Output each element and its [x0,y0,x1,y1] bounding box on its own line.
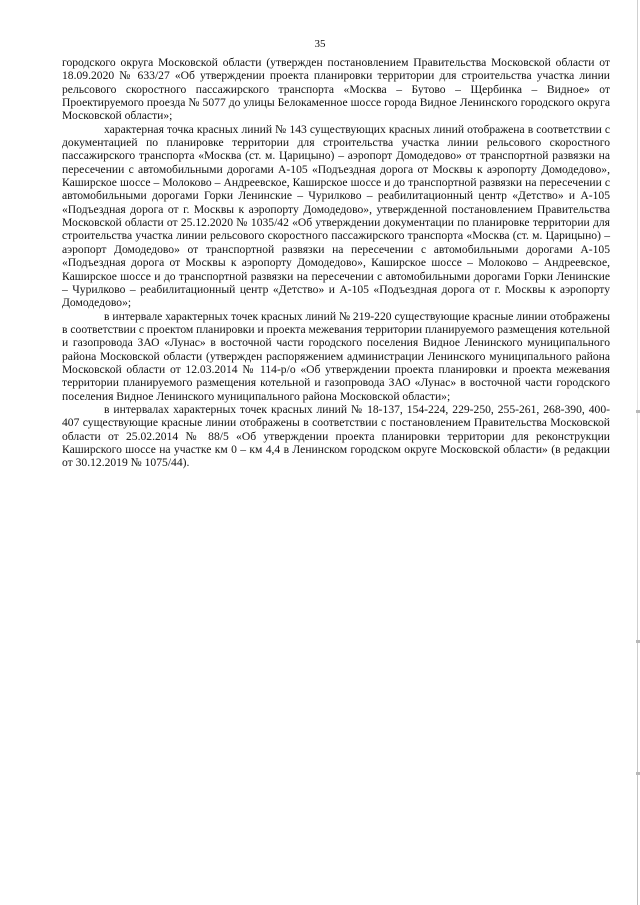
page-number: 35 [314,38,326,50]
scan-edge-speck [636,640,640,643]
scan-edge-speck [636,772,640,775]
paragraph-2: характерная точка красных линий № 143 существующих красных линий отображена в соответствии с документацией по планировке территории для строительства участка линии рельсового скоростного пассажирского транспорта «Москва (ст. м. Царицыно) – аэропорт Домодедово» от транспортной развязки на пересечении с автомобильными дорогами А-105 «Подъездная дорога от Москвы к аэропорту Домодедово», Каширское шоссе – Молоково – Андреевское, Каширское шоссе и до транспортной развязки на пересечении с автомобильными дорогами Горки Ленинские – Чурилково – реабилитационный центр «Детство» и А-105 «Подъездная дорога от г. Москвы к аэропорту Домодедово», утвержденной постановлением Правительства Московской области от 25.12.2020 № 1035/42 «Об утверждении документации по планировке территории для строительства участка линии рельсового скоростного пассажирского транспорта «Москва (ст. м. Царицыно) – аэропорт Домодедово» от транспортной развязки на пересечении с автомобильными дорогами А-105 «Подъездная дорога от Москвы к аэропорту Домодедово», Каширское шоссе – Молоково – Андреевское, Каширское шоссе и до транспортной развязки на пересечении с автомобильными дорогами Горки Ленинские – Чурилково – реабилитационный центр «Детство» и А-105 «Подъездная дорога от г. Москвы к аэропорту Домодедово»; [62,122,610,310]
paragraph-1: городского округа Московской области (утвержден постановлением Правительства Московской области от 18.09.2020 № 633/27 «Об утверждении проекта планировки территории для строительства участка линии рельсового скоростного пассажирского транспорта «Москва – Бутово – Щербинка – Видное» от Проектируемого проезда № 5077 до улицы Белокаменное шоссе города Видное Ленинского городского округа Московской области»; [62,56,610,123]
scan-edge-speck [636,410,640,413]
scan-edge-line [637,0,638,905]
paragraph-4: в интервалах характерных точек красных линий № 18-137, 154-224, 229-250, 255-261, 268-390, 400-407 существующие красные линии отображены в соответствии с постановлением Правительства Московской области от 25.02.2014 № 88/5 «Об утверждении проекта планировки территории для реконструкции Каширского шоссе на участке км 0 – км 4,4 в Ленинском городском округе Московской области» (в редакции от 30.12.2019 № 1075/44). [62,402,610,470]
document-body [62,56,610,470]
paragraph-3: в интервале характерных точек красных линий № 219-220 существующие красные линии отображены в соответствии с проектом планировки и проекта межевания территории планируемого размещения котельной и газопровода ЗАО «Лунас» в восточной части городского поселения Видное Ленинского муниципального района Московской области (утвержден распоряжением администрации Ленинского муниципального района Московской области от 12.03.2014 № 114-р/о «Об утверждении проекта планировки и проекта межевания территории планируемого размещения котельной и газопровода ЗАО «Лунас» в восточной части городского поселения Видное Ленинского муниципального района Московской области»; [62,309,610,403]
